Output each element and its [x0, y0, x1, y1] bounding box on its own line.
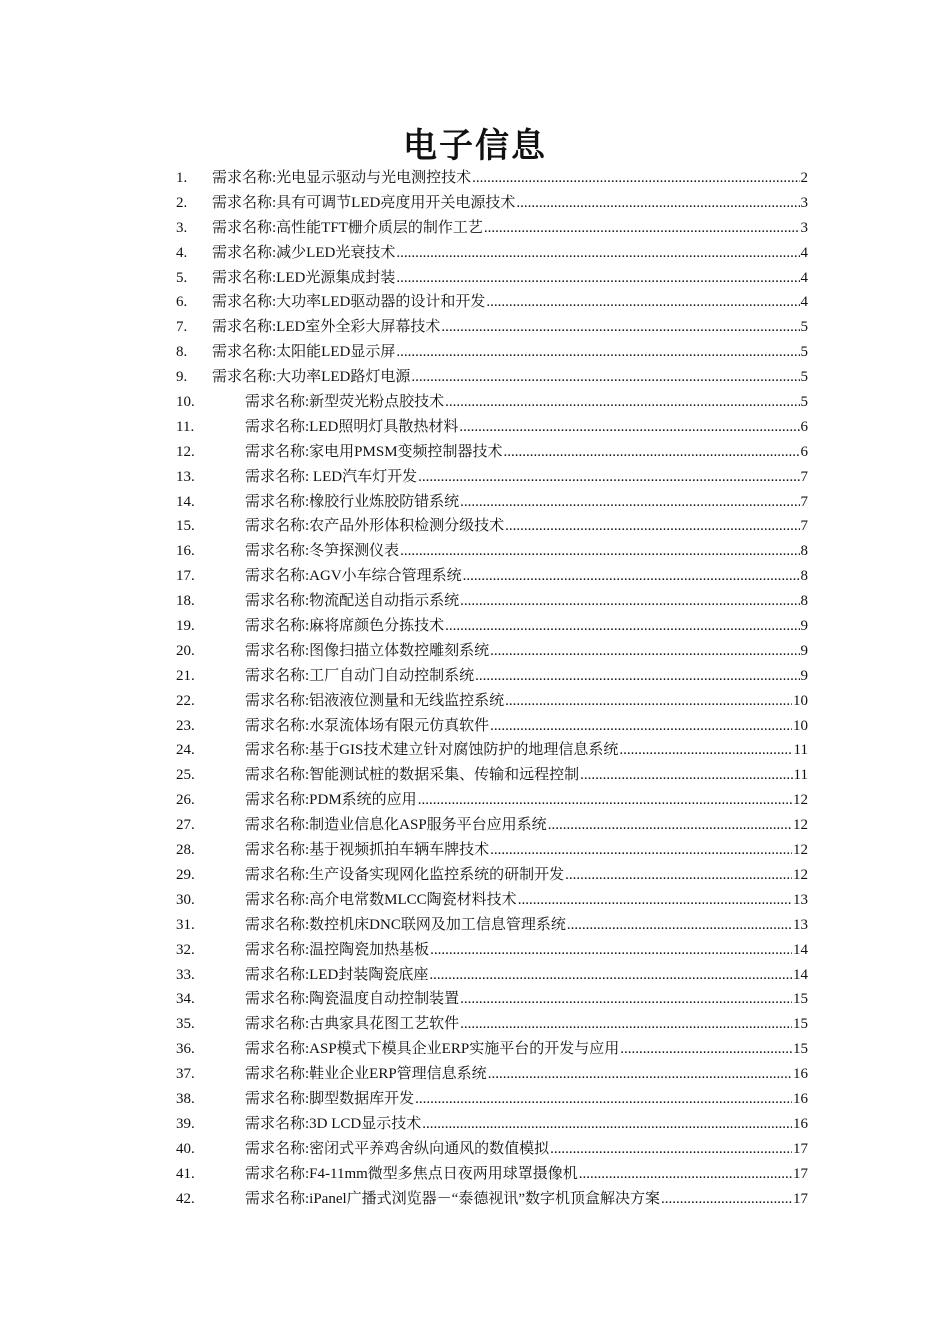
toc-entry-title: 需求名称:冬笋探测仪表 [245, 543, 400, 560]
toc-dot-leader [548, 813, 792, 838]
toc-entry-page-number: 4 [800, 244, 808, 261]
toc-entry-number: 40. [176, 1140, 195, 1157]
toc-entry-title: 需求名称:大功率LED驱动器的设计和开发 [212, 294, 486, 311]
toc-entry-number: 17. [176, 568, 195, 585]
toc-entry-number: 33. [176, 966, 195, 983]
toc-entry[interactable] [176, 1037, 808, 1062]
toc-entry-number: 6. [176, 294, 188, 311]
toc-entry[interactable] [176, 490, 808, 515]
toc-entry[interactable] [176, 1087, 808, 1112]
toc-entry-page-number: 7 [800, 493, 808, 510]
toc-entry-number: 19. [176, 618, 195, 635]
toc-entry-title: 需求名称:麻将席颜色分拣技术 [245, 618, 445, 635]
toc-entry-number: 9. [176, 369, 188, 386]
toc-dot-leader [486, 290, 799, 315]
toc-entry-page-number: 17 [793, 1190, 808, 1207]
toc-entry-title: 需求名称:智能测试桩的数据采集、传输和远程控制 [245, 767, 580, 784]
toc-entry-page-number: 16 [793, 1090, 808, 1107]
toc-entry-page-number: 6 [800, 418, 808, 435]
toc-entry-title: 需求名称:铝液液位测量和无线监控系统 [245, 692, 505, 709]
toc-entry[interactable] [176, 987, 808, 1012]
toc-entry[interactable] [176, 813, 808, 838]
toc-entry[interactable] [176, 514, 808, 539]
toc-dot-leader [460, 987, 792, 1012]
toc-entry[interactable] [176, 539, 808, 564]
toc-dot-leader [661, 1187, 792, 1212]
toc-entry[interactable] [176, 440, 808, 465]
toc-dot-leader [396, 266, 799, 291]
toc-entry-number: 23. [176, 717, 195, 734]
toc-entry-title: 需求名称:家电用PMSM变频控制器技术 [245, 443, 503, 460]
toc-entry-page-number: 15 [793, 991, 808, 1008]
toc-entry-page-number: 10 [793, 717, 808, 734]
toc-entry-page-number: 17 [793, 1140, 808, 1157]
toc-entry[interactable] [176, 763, 808, 788]
toc-entry-title: 需求名称:陶瓷温度自动控制装置 [245, 991, 460, 1008]
toc-dot-leader [422, 1112, 792, 1137]
toc-dot-leader [490, 714, 792, 739]
toc-entry-title: 需求名称:基于GIS技术建立针对腐蚀防护的地理信息系统 [245, 742, 619, 759]
toc-entry-page-number: 3 [800, 219, 808, 236]
table-of-contents [176, 166, 808, 1211]
toc-entry-title: 需求名称:图像扫描立体数控雕刻系统 [245, 642, 490, 659]
toc-entry-number: 15. [176, 518, 195, 535]
toc-entry-page-number: 10 [793, 692, 808, 709]
toc-entry-number: 39. [176, 1115, 195, 1132]
toc-entry[interactable] [176, 290, 808, 315]
toc-entry-number: 20. [176, 642, 195, 659]
toc-dot-leader [504, 440, 800, 465]
toc-entry-number: 18. [176, 593, 195, 610]
toc-entry[interactable] [176, 614, 808, 639]
toc-entry-number: 26. [176, 792, 195, 809]
toc-entry-number: 37. [176, 1066, 195, 1083]
toc-dot-leader [418, 788, 792, 813]
toc-dot-leader [460, 1012, 792, 1037]
toc-entry-title: 需求名称:新型荧光粉点胶技术 [245, 394, 445, 411]
toc-entry[interactable] [176, 166, 808, 191]
toc-entry-title: 需求名称:高介电常数MLCC陶瓷材料技术 [245, 891, 517, 908]
toc-entry-page-number: 15 [793, 1016, 808, 1033]
toc-dot-leader [567, 913, 792, 938]
toc-entry[interactable] [176, 639, 808, 664]
toc-entry[interactable] [176, 241, 808, 266]
toc-entry-title: 需求名称:农产品外形体积检测分级技术 [245, 518, 505, 535]
toc-entry[interactable] [176, 888, 808, 913]
toc-entry-page-number: 6 [800, 443, 808, 460]
toc-entry-page-number: 11 [793, 742, 808, 759]
toc-entry-page-number: 16 [793, 1115, 808, 1132]
toc-dot-leader [619, 738, 792, 763]
toc-entry-page-number: 7 [800, 468, 808, 485]
toc-dot-leader [460, 589, 799, 614]
toc-dot-leader [518, 888, 792, 913]
toc-entry-number: 36. [176, 1041, 195, 1058]
toc-entry-number: 4. [176, 244, 188, 261]
toc-dot-leader [620, 1037, 792, 1062]
toc-entry-page-number: 9 [800, 642, 808, 659]
toc-entry[interactable] [176, 1187, 808, 1212]
toc-entry-title: 需求名称:PDM系统的应用 [245, 792, 417, 809]
toc-entry-number: 35. [176, 1016, 195, 1033]
toc-entry-title: 需求名称:减少LED光衰技术 [212, 244, 396, 261]
toc-dot-leader [490, 639, 799, 664]
document-title: 电子信息 [403, 126, 547, 166]
toc-entry[interactable] [176, 216, 808, 241]
toc-entry-title: 需求名称:F4-11mm微型多焦点日夜两用球罩摄像机 [245, 1165, 578, 1182]
toc-entry-title: 需求名称:温控陶瓷加热基板 [245, 941, 430, 958]
toc-entry-title: 需求名称:大功率LED路灯电源 [212, 369, 411, 386]
toc-entry-title: 需求名称:制造业信息化ASP服务平台应用系统 [245, 817, 547, 834]
toc-entry[interactable] [176, 838, 808, 863]
toc-entry-page-number: 12 [793, 842, 808, 859]
toc-entry-number: 11. [176, 418, 195, 435]
toc-entry-title: 需求名称:LED封装陶瓷底座 [245, 966, 429, 983]
toc-dot-leader [430, 938, 792, 963]
toc-entry-title: 需求名称:iPanel广播式浏览器－“泰德视讯”数字机顶盒解决方案 [245, 1190, 660, 1207]
toc-entry-number: 27. [176, 817, 195, 834]
toc-entry-page-number: 14 [793, 941, 808, 958]
toc-entry[interactable] [176, 738, 808, 763]
toc-entry-number: 29. [176, 866, 195, 883]
toc-entry-page-number: 17 [793, 1165, 808, 1182]
toc-entry[interactable] [176, 689, 808, 714]
toc-entry-title: 需求名称:AGV小车综合管理系统 [245, 568, 462, 585]
toc-entry-number: 38. [176, 1090, 195, 1107]
toc-entry-page-number: 12 [793, 866, 808, 883]
toc-dot-leader [445, 390, 799, 415]
toc-entry[interactable] [176, 1062, 808, 1087]
toc-dot-leader [418, 465, 799, 490]
toc-dot-leader [565, 863, 792, 888]
toc-entry-number: 31. [176, 916, 195, 933]
toc-entry-title: 需求名称:工厂自动门自动控制系统 [245, 667, 475, 684]
toc-entry-page-number: 5 [800, 344, 808, 361]
toc-entry-title: 需求名称:LED室外全彩大屏幕技术 [212, 319, 441, 336]
toc-entry-title: 需求名称:水泵流体场有限元仿真软件 [245, 717, 490, 734]
toc-entry-title: 需求名称:鞋业企业ERP管理信息系统 [245, 1066, 487, 1083]
toc-dot-leader [396, 241, 799, 266]
toc-entry-number: 13. [176, 468, 195, 485]
toc-entry-page-number: 12 [793, 817, 808, 834]
toc-entry-number: 2. [176, 194, 188, 211]
toc-dot-leader [490, 838, 792, 863]
toc-entry-title: 需求名称: LED汽车灯开发 [245, 468, 418, 485]
toc-dot-leader [411, 365, 799, 390]
toc-entry-number: 1. [176, 170, 188, 186]
toc-entry-page-number: 5 [800, 369, 808, 386]
toc-dot-leader [472, 166, 799, 191]
toc-entry-page-number: 3 [800, 194, 808, 211]
toc-entry-title: 需求名称:LED光源集成封装 [212, 269, 396, 286]
toc-entry[interactable] [176, 415, 808, 440]
toc-entry-title: 需求名称:物流配送自动指示系统 [245, 593, 460, 610]
toc-entry-number: 12. [176, 443, 195, 460]
toc-entry-title: 需求名称:光电显示驱动与光电测控技术 [212, 170, 472, 186]
toc-dot-leader [429, 963, 792, 988]
toc-entry-page-number: 4 [800, 269, 808, 286]
toc-entry[interactable] [176, 788, 808, 813]
toc-entry-number: 22. [176, 692, 195, 709]
toc-dot-leader [441, 315, 799, 340]
toc-entry-number: 3. [176, 219, 188, 236]
toc-entry-number: 24. [176, 742, 195, 759]
toc-entry-title: 需求名称:LED照明灯具散热材料 [245, 418, 459, 435]
toc-entry-title: 需求名称:具有可调节LED亮度用开关电源技术 [212, 194, 516, 211]
toc-entry-title: 需求名称:古典家具花图工艺软件 [245, 1016, 460, 1033]
toc-entry-title: 需求名称:数控机床DNC联网及加工信息管理系统 [245, 916, 566, 933]
toc-entry[interactable] [176, 1012, 808, 1037]
toc-entry[interactable] [176, 664, 808, 689]
toc-entry[interactable] [176, 863, 808, 888]
toc-entry[interactable] [176, 365, 808, 390]
toc-entry-number: 16. [176, 543, 195, 560]
toc-entry-number: 28. [176, 842, 195, 859]
toc-entry[interactable] [176, 340, 808, 365]
toc-entry-page-number: 13 [793, 891, 808, 908]
toc-entry-page-number: 4 [800, 294, 808, 311]
toc-dot-leader [550, 1137, 792, 1162]
toc-entry-title: 需求名称:ASP模式下模具企业ERP实施平台的开发与应用 [245, 1041, 620, 1058]
toc-entry-number: 10. [176, 394, 195, 411]
toc-entry-page-number: 2 [800, 170, 808, 186]
toc-dot-leader [516, 191, 799, 216]
toc-entry-page-number: 15 [793, 1041, 808, 1058]
toc-entry-number: 7. [176, 319, 188, 336]
toc-entry-page-number: 8 [800, 543, 808, 560]
toc-entry-title: 需求名称:橡胶行业炼胶防错系统 [245, 493, 460, 510]
toc-entry-page-number: 9 [800, 618, 808, 635]
toc-dot-leader [580, 763, 792, 788]
toc-entry-number: 14. [176, 493, 195, 510]
toc-entry[interactable] [176, 1112, 808, 1137]
toc-dot-leader [488, 1062, 792, 1087]
toc-dot-leader [396, 340, 799, 365]
toc-entry-title: 需求名称:太阳能LED显示屏 [212, 344, 396, 361]
toc-entry[interactable] [176, 1162, 808, 1187]
toc-entry[interactable] [176, 938, 808, 963]
toc-entry-page-number: 13 [793, 916, 808, 933]
toc-entry-number: 8. [176, 344, 188, 361]
toc-entry[interactable] [176, 963, 808, 988]
toc-dot-leader [475, 664, 799, 689]
toc-entry-page-number: 8 [800, 568, 808, 585]
toc-entry[interactable] [176, 266, 808, 291]
toc-entry-number: 5. [176, 269, 188, 286]
toc-entry-number: 41. [176, 1165, 195, 1182]
toc-entry[interactable] [176, 564, 808, 589]
toc-entry-number: 32. [176, 941, 195, 958]
toc-dot-leader [505, 689, 792, 714]
toc-entry[interactable] [176, 1137, 808, 1162]
toc-dot-leader [400, 539, 799, 564]
toc-entry-page-number: 5 [800, 319, 808, 336]
toc-entry[interactable] [176, 465, 808, 490]
toc-entry-page-number: 12 [793, 792, 808, 809]
toc-dot-leader [579, 1162, 792, 1187]
toc-entry-title: 需求名称:基于视频抓拍车辆车牌技术 [245, 842, 490, 859]
toc-entry[interactable] [176, 714, 808, 739]
toc-dot-leader [459, 415, 799, 440]
toc-dot-leader [484, 216, 800, 241]
toc-entry-title: 需求名称:高性能TFT栅介质层的制作工艺 [212, 219, 483, 236]
toc-entry-number: 42. [176, 1190, 195, 1207]
toc-entry-number: 34. [176, 991, 195, 1008]
toc-entry-page-number: 5 [800, 394, 808, 411]
toc-entry-number: 30. [176, 891, 195, 908]
toc-dot-leader [463, 564, 800, 589]
toc-entry-number: 21. [176, 667, 195, 684]
toc-entry-page-number: 9 [800, 667, 808, 684]
toc-dot-leader [415, 1087, 792, 1112]
toc-entry-page-number: 16 [793, 1066, 808, 1083]
toc-entry[interactable] [176, 390, 808, 415]
toc-entry[interactable] [176, 191, 808, 216]
toc-entry-title: 需求名称:3D LCD显示技术 [245, 1115, 422, 1132]
toc-entry-number: 25. [176, 767, 195, 784]
toc-entry[interactable] [176, 589, 808, 614]
toc-entry-title: 需求名称:脚型数据库开发 [245, 1090, 415, 1107]
toc-dot-leader [460, 490, 799, 515]
toc-entry-page-number: 8 [800, 593, 808, 610]
toc-entry[interactable] [176, 315, 808, 340]
toc-dot-leader [445, 614, 799, 639]
toc-entry-title: 需求名称:密闭式平养鸡舍纵向通风的数值模拟 [245, 1140, 550, 1157]
toc-entry-page-number: 14 [793, 966, 808, 983]
toc-entry-page-number: 7 [800, 518, 808, 535]
toc-dot-leader [505, 514, 799, 539]
toc-entry-page-number: 11 [793, 767, 808, 784]
toc-entry-title: 需求名称:生产设备实现网化监控系统的研制开发 [245, 866, 565, 883]
toc-entry[interactable] [176, 913, 808, 938]
